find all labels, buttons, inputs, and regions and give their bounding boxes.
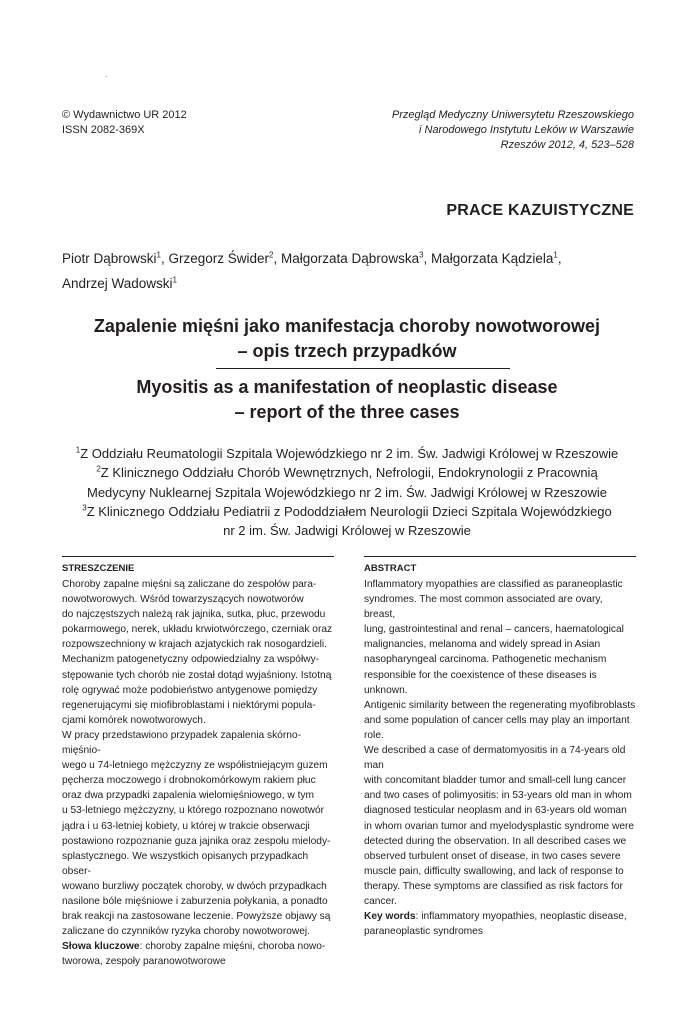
title-polish-line-1: Zapalenie mięśni jako manifestacja choroby nowotworowej	[93, 316, 601, 336]
text-line: Mechanizm patogenetyczny odpowiedzialny za współwy-	[62, 654, 320, 666]
affiliation-number: 1	[75, 445, 81, 455]
author-affiliation-number: 2	[269, 250, 274, 260]
affiliation-2	[40, 463, 654, 482]
text-line: with concomitant bladder tumor and small-cell lung cancer	[364, 775, 627, 787]
author-affiliation-number: 1	[553, 250, 558, 260]
text-line: We described a case of dermatomyositis in a 74-years old man	[364, 745, 626, 772]
text-line: zaliczane do czynników ryzyka choroby nowotworowej.	[62, 926, 311, 938]
text-line: detected during the observation. In all described cases we	[364, 835, 627, 847]
affiliation-text: Z Klinicznego Oddziału Chorób Wewnętrznych, Nefrologii, Endokrynologii z Pracownią	[100, 465, 598, 481]
text-line: role.	[364, 729, 384, 741]
text-line: pęcherza moczowego i drobnokomórkowym rakiem płuc	[62, 775, 316, 787]
text-line: do najczęstszych należą rak jajnika, sutka, płuc, przewodu	[62, 609, 326, 621]
publisher-info	[62, 108, 187, 138]
column-divider	[364, 556, 636, 557]
abstract-polish	[62, 556, 334, 969]
author-affiliation-number: 1	[172, 275, 177, 285]
text-line: cancer.	[364, 895, 397, 907]
section-title: PRACE KAZUISTYCZNE	[446, 202, 634, 219]
journal-info	[392, 108, 634, 153]
affiliation-number: 3	[82, 503, 87, 513]
text-line: jądra i u 63-letniej kobiety, u której w trakcie obserwacji	[62, 820, 310, 832]
text-line: muscle pain, difficulty swallowing, and lack of response to	[364, 865, 624, 877]
text-line: pokarmowego, nerek, układu krwiotwórczego, czerniak oraz	[62, 624, 333, 636]
title-english	[40, 375, 654, 425]
affiliation-text: Z Oddziału Reumatologii Szpitala Wojewódzkiego nr 2 im. Św. Jadwigi Królowej w Rzeszowie	[80, 446, 619, 461]
affiliation-text: Z Klinicznego Oddziału Pediatrii z Pododdziałem Neurologii Dzieci Szpitala Wojewódzkiego	[86, 503, 612, 519]
text-line: in whom ovarian tumor and myelodysplastic syndrome were	[364, 820, 635, 832]
affiliation-2-cont: Medycyny Nuklearnej Szpitala Wojewódzkiego nr 2 im. Św. Jadwigi Królowej w Rzeszowie	[87, 484, 607, 500]
text-line: malignancies, melanoma and widely spread in Asian	[364, 639, 601, 651]
affiliation-3	[40, 502, 654, 521]
text-line: rozpowszechniony w krajach azjatyckich rak nosogardzieli.	[62, 639, 327, 651]
affiliations	[40, 444, 654, 540]
author-separator: ,	[273, 251, 282, 266]
keywords-text: : choroby zapalne mięśni, choroba nowo-	[139, 941, 326, 953]
author-name: Andrzej Wadowski	[62, 276, 173, 291]
author-name: Małgorzata Kądziela	[431, 251, 554, 266]
text-line: and two cases of polimyositis: in 53-years old man in whom	[364, 790, 632, 802]
keywords-line	[364, 909, 636, 924]
text-line: brak reakcji na zastosowane leczenie. Powyższe objawy są	[62, 911, 331, 923]
text-line: diagnosed testicular neoplasm and in 63-years old woman	[364, 805, 627, 817]
keywords-label: Słowa kluczowe	[62, 941, 140, 953]
text-line: Inflammatory myopathies are classified as paraneoplastic	[364, 579, 623, 590]
text-line: nasilone bóle mięśniowe i zaburzenia połykania, a ponadto	[62, 895, 328, 907]
author-affiliation-number: 3	[419, 250, 424, 260]
author-separator: ,	[557, 251, 562, 266]
title-polish	[40, 314, 654, 364]
author-name: Grzegorz Świder	[168, 251, 270, 266]
title-divider	[216, 368, 510, 369]
stray-dot: ·	[105, 72, 108, 81]
affiliation-3-cont: nr 2 im. Św. Jadwigi Królowej w Rzeszowie	[223, 523, 471, 539]
author-list	[62, 246, 642, 296]
column-divider	[62, 556, 334, 557]
text-line: Antigenic similarity between the regenerating myofibroblasts	[364, 699, 636, 711]
author-separator: ,	[160, 251, 169, 266]
author-affiliation-number: 1	[156, 250, 161, 260]
text-line: u 53-letniego mężczyzny, u którego rozpoznano nowotwór	[62, 805, 324, 817]
text-line: regenerującymi się miofibroblastami i niektórymi popula-	[62, 699, 316, 711]
text-line: and some population of cancer cells may play an important	[364, 714, 630, 726]
issn-line: ISSN 2082-369X	[62, 124, 145, 136]
text-line: splastycznego. We wszystkich opisanych przypadkach obser-	[62, 850, 309, 877]
text-line: stępowanie tych chorób nie został dotąd wyjaśniony. Istotną	[62, 669, 332, 681]
text-line: oraz dwa przypadki zapalenia wielomięśniowego, w tym	[62, 790, 314, 802]
text-line: nasopharyngeal carcinoma. Pathogenetic mechanism	[364, 654, 607, 666]
text-line: rolę ogrywać może podobieństwo antygenowe pomiędzy	[62, 684, 318, 696]
journal-citation: Rzeszów 2012, 4, 523–528	[500, 139, 634, 151]
text-line: syndromes. The most common associated are ovary, breast,	[364, 594, 603, 621]
streszczenie-body	[62, 577, 334, 969]
author-name: Małgorzata Dąbrowska	[281, 251, 420, 266]
abstract-body	[364, 577, 636, 939]
text-line: wego u 74-letniego mężczyzny ze współistniejącym guzem	[62, 760, 328, 772]
journal-line-1: Przegląd Medyczny Uniwersytetu Rzeszowskiego	[391, 109, 634, 121]
streszczenie-heading: STRESZCZENIE	[62, 563, 135, 574]
text-line: Choroby zapalne mięśni są zaliczane do zespołów para-	[62, 579, 317, 590]
text-line: observed turbulent onset of disease, in two cases severe	[364, 850, 621, 862]
text-line: postawiono rozpoznanie guza jajnika oraz zespołu mielody-	[62, 835, 331, 847]
abstract-heading: ABSTRACT	[364, 563, 417, 574]
text-line: cjami komórek nowotworowych.	[62, 714, 206, 726]
title-polish-line-2: – opis trzech przypadków	[237, 341, 457, 361]
text-line: therapy. These symptoms are classified as risk factors for	[364, 880, 623, 892]
affiliation-number: 2	[96, 464, 101, 474]
author-separator: ,	[423, 251, 432, 266]
title-english-line-1: Myositis as a manifestation of neoplastic disease	[136, 377, 558, 397]
text-line: W pracy przedstawiono przypadek zapalenia skórno-mięśnio-	[62, 729, 301, 757]
title-english-line-2: – report of the three cases	[234, 402, 460, 422]
text-line: wowano burzliwy początek choroby, w dwóch przypadkach	[62, 880, 327, 892]
author-name: Piotr Dąbrowski	[62, 251, 157, 266]
keywords-line: tworowa, zespoły paranowotworowe	[62, 956, 226, 968]
publisher-line: © Wydawnictwo UR 2012	[62, 109, 187, 121]
text-line: lung, gastrointestinal and renal – cancers, haematological	[364, 624, 624, 636]
keywords-label: Key words	[364, 911, 416, 923]
affiliation-1	[40, 444, 654, 463]
keywords-text: : inflammatory myopathies, neoplastic disease,	[415, 911, 627, 923]
text-line: nowotworowych. Wśród towarzyszących nowotworów	[62, 594, 304, 606]
keywords-line	[62, 939, 334, 954]
abstract-english	[364, 556, 636, 939]
journal-line-2: i Narodowego Instytutu Leków w Warszawie	[418, 124, 634, 136]
text-line: responsible for the coexistence of these diseases is unknown.	[364, 669, 597, 696]
keywords-line: paraneoplastic syndromes	[364, 926, 483, 938]
